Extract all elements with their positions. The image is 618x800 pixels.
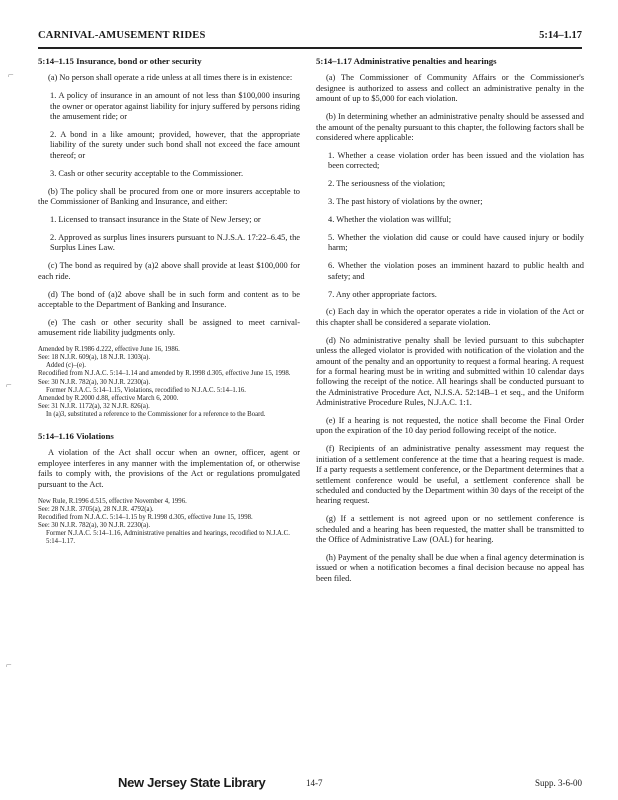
chapter-title: CARNIVAL-AMUSEMENT RIDES [38,30,206,41]
paragraph: 2. The seriousness of the violation; [328,179,446,189]
paragraph: 2. Approved as surplus lines insurers pursuant to N.J.S.A. 17:22–6.45, the Surplus Lines Law. [50,232,300,253]
section-heading-1-17: 5:14–1.17 Administrative penalties and hearings [316,56,497,66]
paragraph: 1. A policy of insurance in an amount of not less than $100,000 insuring the owner or operator against liability for injury suffered by persons riding the amusement ride; or [50,91,300,122]
right-column [316,56,584,592]
history-line: Recodified from N.J.A.C. 5:14–1.15 by R.1998 d.305, effective June 15, 1998. [38,513,253,521]
section-heading-1-16: 5:14–1.16 Violations [38,430,114,441]
history-line: See: 30 N.J.R. 782(a), 30 N.J.R. 2230(a). [38,378,151,386]
margin-mark: ⌐ [6,660,12,671]
history-line: Former N.J.A.C. 5:14–1.16, Administrative penalties and hearings, recodified to N.J.A.C. 5:14–1.17. [46,529,290,545]
margin-mark: ⌐ [8,70,14,81]
paragraph: (e) If a hearing is not requested, the notice shall become the Final Order upon the expiration of the 10 day period following receipt of the notice. [316,416,584,436]
left-column [38,56,300,558]
paragraph: (b) In determining whether an administrative penalty should be assessed and the amount of the penalty pursuant to this chapter, the following factors shall be considered where applicable: [316,112,584,142]
paragraph: 3. The past history of violations by the owner; [328,197,483,207]
history-line: See: 28 N.J.R. 3705(a), 28 N.J.R. 4792(a). [38,505,154,513]
paragraph: (a) The Commissioner of Community Affairs or the Commissioner's designee is authorized to assess and collect an administrative penalty in the amount of up to $5,000 for each violation. [316,73,584,104]
history-line: Added (c)–(e). [46,362,87,370]
section-heading-1-15: 5:14–1.15 Insurance, bond or other security [38,56,202,66]
history-line: Amended by R.2000 d.88, effective March 6, 2000. [38,394,179,402]
paragraph: (h) Payment of the penalty shall be due when a final agency determination is issued or when a notification becomes a final decision because no appeal has been filed. [316,553,584,583]
history-line: New Rule, R.1996 d.515, effective November 4, 1996. [38,497,187,505]
paragraph: (g) If a settlement is not agreed upon or no settlement conference is scheduled and a hearing has been requested, the matter shall be transmitted to the Office of Administrative Law (OAL) for hearing. [316,514,584,545]
history-line: In (a)3, substituted a reference to the Commissioner for a reference to the Board. [46,410,266,418]
history-line: See: 30 N.J.R. 782(a), 30 N.J.R. 2230(a). [38,521,151,529]
history-note [38,346,300,419]
running-header [38,30,582,46]
header-rule [38,47,582,49]
history-line: See: 31 N.J.R. 1172(a), 32 N.J.R. 826(a). [38,402,150,410]
history-note [38,498,300,547]
margin-mark: ⌐ [6,380,12,391]
paragraph: 1. Whether a cease violation order has been issued and the violation has been corrected; [328,150,584,171]
paragraph: 4. Whether the violation was willful; [328,214,452,224]
paragraph: A violation of the Act shall occur when an owner, officer, agent or employee interferes in any manner with the implementation of, or otherwise fails to comply with, the provisions of the Act or regulations promulgated pursuant to the Act. [38,448,300,489]
paragraph: (d) No administrative penalty shall be levied pursuant to this subchapter unless the alleged violator is provided with notification of the violation and the amount of the penalty and an opportunity to request a formal hearing. A request for a formal hearing must be in writing and submitted within 10 calendar days following the receipt of the notice. All hearings shall be conducted pursuant to the Administrative Procedure Act, N.J.S.A. 52:14B–1 et seq., and the Uniform Administrative Procedure Rules, N.J.A.C. 1:1. [316,335,584,408]
history-line: See: 18 N.J.R. 609(a), 18 N.J.R. 1303(a). [38,354,151,362]
paragraph: 3. Cash or other security acceptable to the Commissioner. [50,168,244,178]
page-number: 14-7 [306,778,323,788]
paragraph: (b) The policy shall be procured from one or more insurers acceptable to the Commissioner of Banking and Insurance, and either: [38,186,300,207]
paragraph: 7. Any other appropriate factors. [328,289,437,299]
library-stamp: New Jersey State Library [118,775,266,790]
history-line: Amended by R.1986 d.222, effective June 16, 1986. [38,346,180,354]
paragraph: (c) Each day in which the operator operates a ride in violation of the Act or this chapter shall be considered a separate violation. [316,307,584,327]
history-line: Former N.J.A.C. 5:14–1.15, Violations, recodified to N.J.A.C. 5:14–1.16. [46,386,246,394]
page-footer [38,775,582,795]
paragraph: 1. Licensed to transact insurance in the State of New Jersey; or [50,214,261,224]
section-code: 5:14–1.17 [539,30,582,41]
history-line: Recodified from N.J.A.C. 5:14–1.14 and amended by R.1998 d.305, effective June 15, 1998. [38,370,291,378]
paragraph: 2. A bond in a like amount; provided, however, that the appropriate liability of the surety under such bond shall not exceed the face amount thereof; or [50,130,300,160]
paragraph: (d) The bond of (a)2 above shall be in such form and content as to be acceptable to the Department of Banking and Insurance. [38,289,300,309]
paragraph: (a) No person shall operate a ride unless at all times there is in existence: [48,73,293,83]
paragraph: (e) The cash or other security shall be assigned to meet carnival-amusement ride liability judgments only. [38,317,300,338]
paragraph: (c) The bond as required by (a)2 above shall provide at least $100,000 for each ride. [38,261,300,281]
supplement-date: Supp. 3-6-00 [535,778,582,788]
paragraph: 5. Whether the violation did cause or could have caused injury or bodily harm; [328,232,584,253]
paragraph: (f) Recipients of an administrative penalty assessment may request the initiation of a settlement conference at the time that a hearing request is made. If a party requests a settlement conference, or the Department determines that a settlement conference would be useful, a settlement conference shall be scheduled and conducted by the Department within 30 days of the receipt of the hearing request. [316,444,584,506]
paragraph: 6. Whether the violation poses an imminent hazard to public health and safety; and [328,261,584,281]
